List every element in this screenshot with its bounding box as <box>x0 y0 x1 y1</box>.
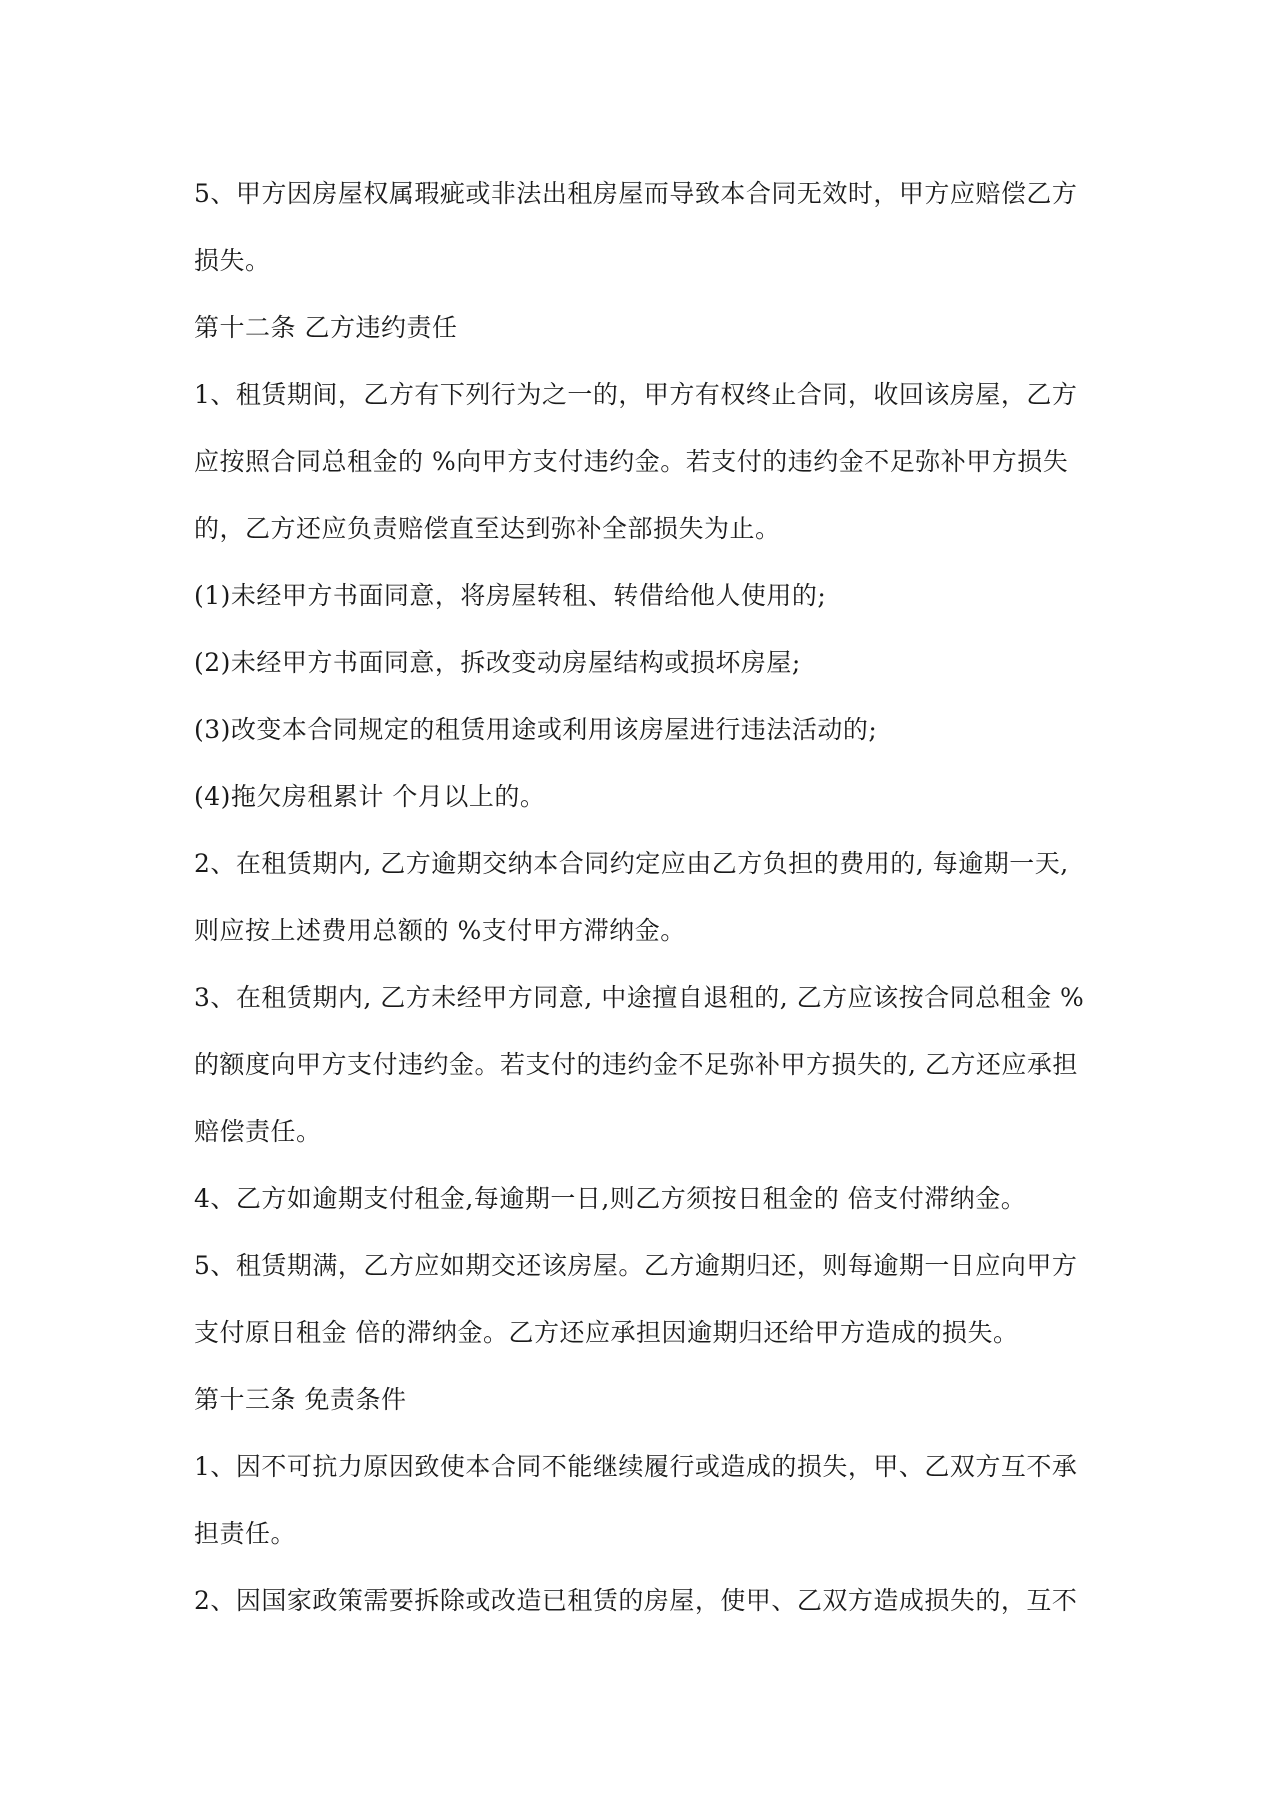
clause-11-item-5-line-2: 损失。 <box>194 246 271 275</box>
article-12-item-3-line-1: 3、在租赁期内, 乙方未经甲方同意, 中途擅自退租的, 乙方应该按合同总租金 % <box>194 983 1085 1012</box>
article-13-heading: 第十三条 免责条件 <box>194 1385 407 1414</box>
article-12-subitem-2: (2)未经甲方书面同意，拆改变动房屋结构或损坏房屋; <box>194 648 801 677</box>
article-13-item-1-line-2: 担责任。 <box>194 1519 297 1548</box>
article-13-item-1-line-1: 1、因不可抗力原因致使本合同不能继续履行或造成的损失，甲、乙双方互不承 <box>194 1452 1078 1481</box>
article-12-item-1-line-1: 1、租赁期间，乙方有下列行为之一的，甲方有权终止合同，收回该房屋，乙方 <box>194 380 1078 409</box>
article-12-item-1-line-3: 的，乙方还应负责赔偿直至达到弥补全部损失为止。 <box>194 514 781 543</box>
article-12-subitem-3: (3)改变本合同规定的租赁用途或利用该房屋进行违法活动的; <box>194 715 878 744</box>
article-12-item-1-line-2: 应按照合同总租金的 %向甲方支付违约金。若支付的违约金不足弥补甲方损失 <box>194 447 1069 476</box>
article-12-subitem-1: (1)未经甲方书面同意，将房屋转租、转借给他人使用的; <box>194 581 827 610</box>
clause-11-item-5-line-1: 5、甲方因房屋权属瑕疵或非法出租房屋而导致本合同无效时，甲方应赔偿乙方 <box>194 179 1078 208</box>
article-13-item-2-line-1: 2、因国家政策需要拆除或改造已租赁的房屋，使甲、乙双方造成损失的，互不 <box>194 1586 1078 1615</box>
article-12-item-5-line-2: 支付原日租金 倍的滞纳金。乙方还应承担因逾期归还给甲方造成的损失。 <box>194 1318 1019 1347</box>
article-12-item-4: 4、乙方如逾期支付租金,每逾期一日,则乙方须按日租金的 倍支付滞纳金。 <box>194 1184 1027 1213</box>
article-12-subitem-4: (4)拖欠房租累计 个月以上的。 <box>194 782 546 811</box>
article-12-item-2-line-2: 则应按上述费用总额的 %支付甲方滞纳金。 <box>194 916 686 945</box>
article-12-item-3-line-3: 赔偿责任。 <box>194 1117 322 1146</box>
document-body <box>194 160 1094 1634</box>
article-12-item-5-line-1: 5、租赁期满，乙方应如期交还该房屋。乙方逾期归还，则每逾期一日应向甲方 <box>194 1251 1078 1280</box>
article-12-heading: 第十二条 乙方违约责任 <box>194 313 458 342</box>
article-12-item-2-line-1: 2、在租赁期内, 乙方逾期交纳本合同约定应由乙方负担的费用的, 每逾期一天, <box>194 849 1069 878</box>
article-12-item-3-line-2: 的额度向甲方支付违约金。若支付的违约金不足弥补甲方损失的, 乙方还应承担 <box>194 1050 1078 1079</box>
